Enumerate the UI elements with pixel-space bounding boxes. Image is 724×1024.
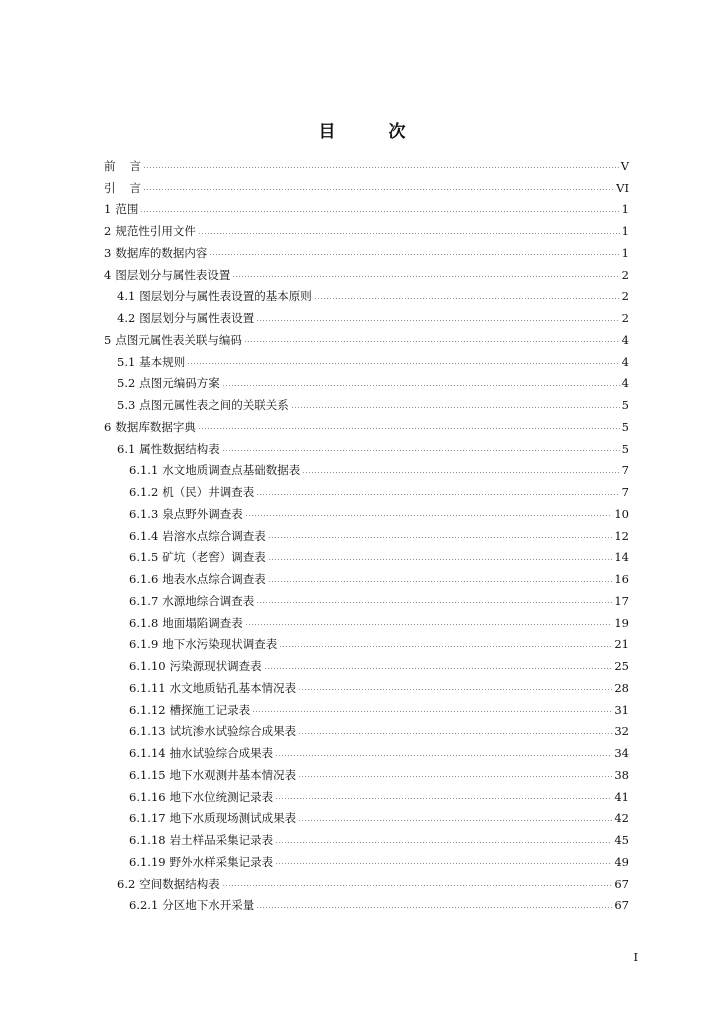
toc-dot-leader — [222, 885, 613, 886]
toc-entry[interactable] — [104, 721, 629, 743]
toc-entry-page: 7 — [621, 485, 629, 500]
toc-entry[interactable] — [104, 590, 629, 612]
toc-entry-label: 地下水污染现状调查表 — [162, 637, 278, 652]
toc-entry-page: 1 — [621, 224, 629, 239]
toc-entry[interactable] — [104, 829, 629, 851]
toc-entry-number: 6.1.1 — [129, 463, 159, 478]
toc-entry[interactable] — [104, 568, 629, 590]
toc-entry-page: 1 — [621, 245, 629, 260]
toc-entry-number: 6.1.11 — [129, 680, 166, 695]
toc-dot-leader — [222, 385, 620, 386]
toc-entry[interactable] — [104, 394, 629, 416]
toc-dot-leader — [264, 668, 613, 669]
toc-entry-label: 范围 — [115, 202, 139, 217]
toc-entry-page: 21 — [614, 637, 629, 652]
toc-dot-leader — [298, 820, 612, 821]
toc-entry-label: 岩溶水点综合调查表 — [162, 528, 266, 543]
toc-entry-label: 言 — [129, 180, 141, 195]
toc-entry-number: 6.1 — [117, 441, 136, 456]
toc-entry-number: 6.1.8 — [129, 615, 159, 630]
toc-dot-leader — [275, 842, 612, 843]
toc-entry[interactable] — [104, 851, 629, 873]
toc-entry-label: 图层划分与属性表设置 — [139, 311, 255, 326]
toc-entry[interactable] — [104, 460, 629, 482]
toc-dot-leader — [222, 450, 620, 451]
toc-entry-page: 38 — [614, 767, 629, 782]
toc-entry[interactable] — [104, 786, 629, 808]
toc-entry-number: 6.1.4 — [129, 528, 159, 543]
toc-entry-page: 2 — [621, 267, 629, 282]
toc-entry-page: 4 — [621, 332, 629, 347]
toc-entry-number: 前 — [104, 158, 116, 173]
toc-dot-leader — [198, 428, 620, 429]
toc-entry-number: 5.1 — [117, 354, 136, 369]
toc-dot-leader — [298, 733, 612, 734]
toc-entry-number: 6.1.10 — [129, 659, 166, 674]
toc-dot-leader — [244, 341, 620, 342]
toc-entry-label: 野外水样采集记录表 — [169, 854, 274, 869]
toc-dot-leader — [291, 407, 620, 408]
toc-entry-number: 5.3 — [117, 398, 136, 413]
toc-entry-label: 矿坑（老窖）调查表 — [162, 550, 266, 565]
toc-entry-number: 1 — [104, 202, 112, 217]
toc-entry-number: 6.1.15 — [129, 767, 166, 782]
toc-entry-label: 属性数据结构表 — [139, 441, 220, 456]
toc-entry-page: 5 — [621, 398, 629, 413]
toc-dot-leader — [314, 298, 620, 299]
toc-entry[interactable] — [104, 699, 629, 721]
toc-entry-page: 1 — [621, 202, 629, 217]
toc-entry-page: 49 — [614, 854, 629, 869]
toc-entry-number: 6.1.3 — [129, 506, 159, 521]
toc-dot-leader — [256, 907, 612, 908]
toc-entry[interactable] — [104, 199, 629, 221]
toc-entry[interactable] — [104, 351, 629, 373]
table-of-contents — [104, 155, 629, 916]
toc-entry-number: 3 — [104, 245, 112, 260]
toc-entry[interactable] — [104, 416, 629, 438]
toc-dot-leader — [268, 537, 613, 538]
toc-entry-page: 32 — [614, 724, 629, 739]
toc-entry[interactable] — [104, 655, 629, 677]
toc-entry-label: 试坑渗水试验综合成果表 — [169, 724, 297, 739]
toc-dot-leader — [268, 559, 613, 560]
toc-entry-number: 4.2 — [117, 311, 136, 326]
toc-entry-number: 6.1.9 — [129, 637, 159, 652]
toc-entry-page: 5 — [621, 441, 629, 456]
toc-entry-page: 17 — [614, 593, 629, 608]
toc-entry-label: 地下水观测井基本情况表 — [169, 767, 297, 782]
toc-entry-label: 言 — [129, 158, 141, 173]
toc-dot-leader — [140, 211, 619, 212]
toc-entry[interactable] — [104, 634, 629, 656]
toc-entry-label: 水文地质调查点基础数据表 — [162, 463, 301, 478]
toc-entry-number: 6.1.17 — [129, 811, 166, 826]
toc-entry-page: 67 — [614, 876, 629, 891]
toc-entry-label: 槽探施工记录表 — [169, 702, 251, 717]
toc-entry[interactable] — [104, 612, 629, 634]
toc-entry[interactable] — [104, 764, 629, 786]
toc-entry-label: 空间数据结构表 — [139, 876, 220, 891]
toc-entry[interactable] — [104, 895, 629, 917]
toc-entry-number: 4.1 — [117, 289, 136, 304]
toc-entry-label: 水文地质钻孔基本情况表 — [169, 680, 297, 695]
toc-entry-number: 5 — [104, 332, 112, 347]
toc-entry-number: 6.1.16 — [129, 789, 166, 804]
toc-entry-number: 4 — [104, 267, 112, 282]
toc-entry-page: 45 — [614, 833, 629, 848]
toc-dot-leader — [256, 494, 619, 495]
toc-dot-leader — [298, 689, 612, 690]
toc-entry-label: 抽水试验综合成果表 — [169, 746, 274, 761]
toc-entry-label: 规范性引用文件 — [115, 224, 196, 239]
toc-entry-label: 泉点野外调查表 — [162, 506, 243, 521]
toc-dot-leader — [275, 863, 612, 864]
toc-entry[interactable] — [104, 329, 629, 351]
toc-entry-number: 6.1.19 — [129, 854, 166, 869]
toc-entry-page: 25 — [614, 659, 629, 674]
toc-entry-page: 41 — [614, 789, 629, 804]
toc-dot-leader — [187, 363, 619, 364]
toc-entry[interactable] — [104, 438, 629, 460]
toc-dot-leader — [198, 233, 620, 234]
toc-dot-leader — [275, 798, 612, 799]
toc-entry[interactable] — [104, 525, 629, 547]
toc-dot-leader — [245, 515, 613, 516]
toc-entry[interactable] — [104, 177, 629, 199]
toc-entry[interactable] — [104, 742, 629, 764]
toc-entry-label: 机（民）井调查表 — [162, 485, 255, 500]
toc-entry[interactable] — [104, 286, 629, 308]
toc-entry-number: 6.1.5 — [129, 550, 159, 565]
toc-entry-number: 6.1.14 — [129, 746, 166, 761]
toc-entry-label: 岩土样品采集记录表 — [169, 833, 274, 848]
toc-entry-number: 6.1.7 — [129, 593, 159, 608]
toc-entry-label: 污染源现状调查表 — [169, 659, 262, 674]
toc-entry-label: 图层划分与属性表设置的基本原则 — [139, 289, 312, 304]
toc-entry-label: 地表水点综合调查表 — [162, 572, 266, 587]
toc-entry-label: 数据库的数据内容 — [115, 245, 208, 260]
toc-entry-page: 19 — [614, 615, 629, 630]
toc-entry-page: 4 — [621, 376, 629, 391]
toc-entry-page: 2 — [621, 311, 629, 326]
toc-entry-page: 14 — [614, 550, 629, 565]
toc-dot-leader — [298, 776, 612, 777]
toc-entry[interactable] — [104, 873, 629, 895]
toc-entry-label: 地下水质现场测试成果表 — [169, 811, 297, 826]
toc-entry-label: 水源地综合调查表 — [162, 593, 255, 608]
toc-entry-page: 5 — [621, 419, 629, 434]
toc-entry[interactable] — [104, 373, 629, 395]
toc-entry-page: V — [620, 158, 629, 173]
toc-entry-number: 6.1.2 — [129, 485, 159, 500]
toc-entry-number: 6 — [104, 419, 112, 434]
toc-dot-leader — [279, 646, 612, 647]
toc-entry-label: 基本规则 — [139, 354, 186, 369]
toc-dot-leader — [256, 602, 612, 603]
toc-entry-label: 点图元编码方案 — [139, 376, 220, 391]
toc-dot-leader — [245, 624, 613, 625]
toc-dot-leader — [256, 320, 619, 321]
toc-entry-page: 16 — [614, 572, 629, 587]
toc-entry-number: 6.2.1 — [129, 898, 159, 913]
toc-entry[interactable] — [104, 808, 629, 830]
toc-dot-leader — [302, 472, 619, 473]
toc-entry-label: 点图元属性表之间的关联关系 — [139, 398, 289, 413]
toc-entry-page: 12 — [614, 528, 629, 543]
toc-dot-leader — [209, 254, 619, 255]
toc-entry-number: 6.1.18 — [129, 833, 166, 848]
toc-entry-number: 6.1.6 — [129, 572, 159, 587]
toc-dot-leader — [268, 581, 613, 582]
toc-entry-page: 31 — [614, 702, 629, 717]
toc-entry-page: 28 — [614, 680, 629, 695]
toc-entry[interactable] — [104, 677, 629, 699]
toc-entry[interactable] — [104, 242, 629, 264]
toc-entry[interactable] — [104, 155, 629, 177]
toc-entry-number: 2 — [104, 224, 112, 239]
toc-entry-label: 数据库数据字典 — [115, 419, 196, 434]
toc-entry[interactable] — [104, 264, 629, 286]
toc-entry[interactable] — [104, 481, 629, 503]
toc-dot-leader — [275, 755, 612, 756]
toc-entry-page: VI — [616, 180, 629, 195]
toc-entry[interactable] — [104, 547, 629, 569]
toc-entry-page: 7 — [621, 463, 629, 478]
toc-entry-number: 6.2 — [117, 876, 136, 891]
toc-entry-number: 6.1.13 — [129, 724, 166, 739]
toc-entry-label: 地下水位统测记录表 — [169, 789, 274, 804]
toc-entry[interactable] — [104, 503, 629, 525]
toc-entry-page: 42 — [614, 811, 629, 826]
toc-entry-label: 地面塌陷调查表 — [162, 615, 243, 630]
toc-entry-page: 67 — [614, 898, 629, 913]
toc-dot-leader — [143, 189, 614, 190]
toc-entry-page: 4 — [621, 354, 629, 369]
toc-entry-page: 10 — [614, 506, 629, 521]
toc-entry[interactable] — [104, 307, 629, 329]
toc-entry[interactable] — [104, 220, 629, 242]
page-title: 目 次 — [318, 122, 424, 142]
toc-dot-leader — [252, 711, 612, 712]
toc-entry-page: 34 — [614, 746, 629, 761]
toc-entry-label: 图层划分与属性表设置 — [115, 267, 231, 282]
toc-dot-leader — [143, 167, 619, 168]
toc-entry-label: 分区地下水开采量 — [162, 898, 255, 913]
toc-entry-number: 引 — [104, 180, 116, 195]
toc-dot-leader — [232, 276, 619, 277]
toc-entry-page: 2 — [621, 289, 629, 304]
page-number: I — [633, 950, 638, 964]
toc-entry-label: 点图元属性表关联与编码 — [115, 332, 242, 347]
toc-entry-number: 5.2 — [117, 376, 136, 391]
toc-entry-number: 6.1.12 — [129, 702, 166, 717]
